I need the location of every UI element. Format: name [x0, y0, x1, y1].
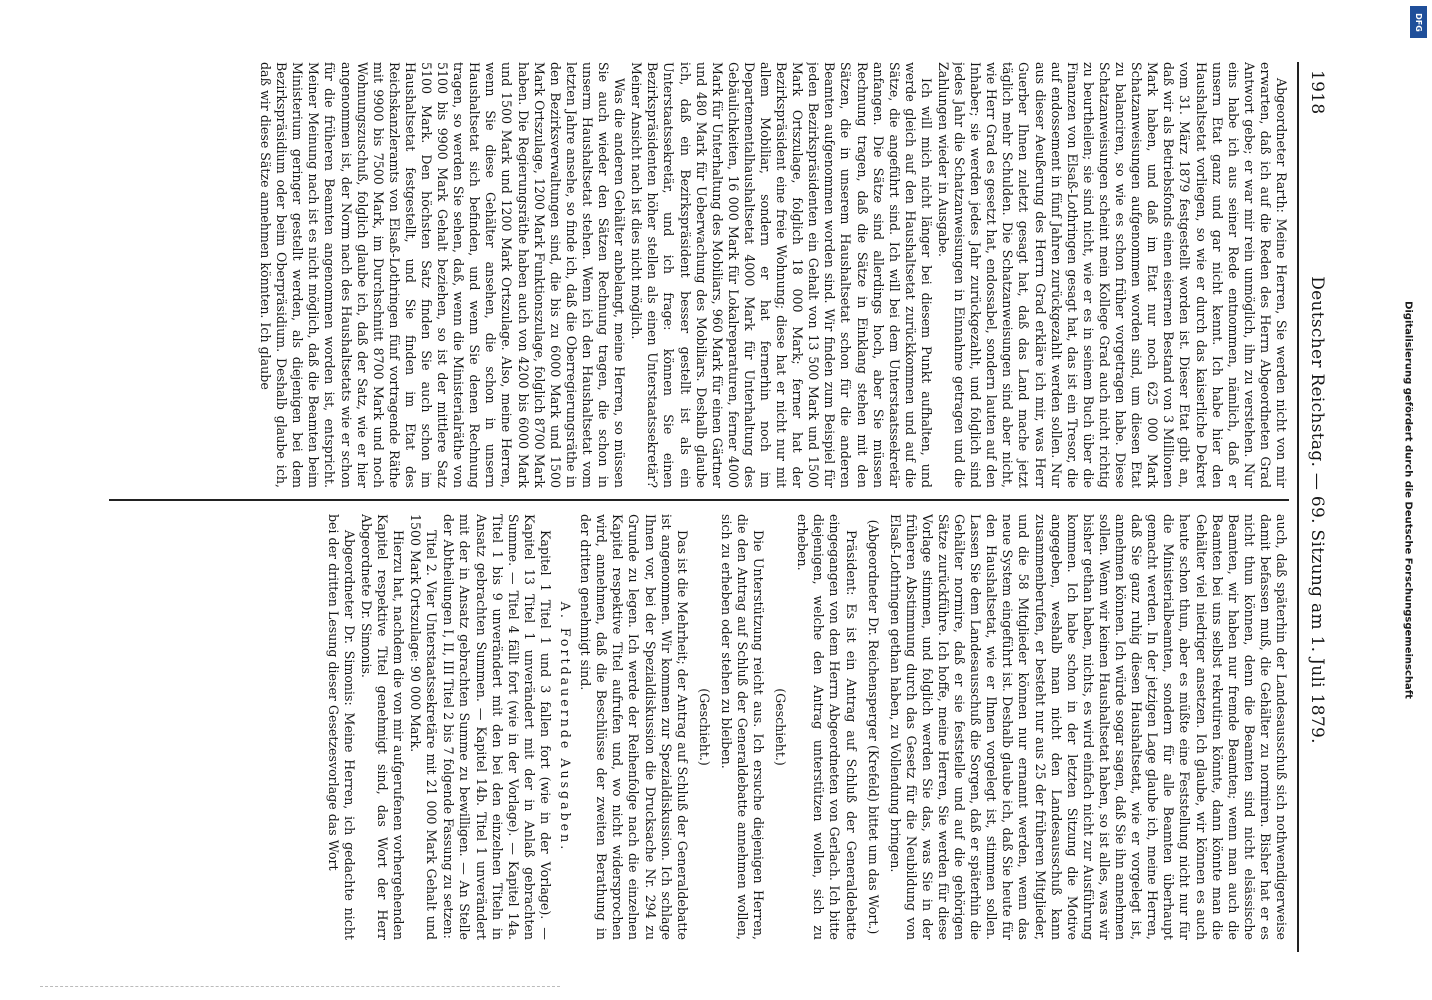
page-header — [1301, 70, 1329, 950]
paragraph: A. Fortdauernde Ausgaben. — [558, 601, 574, 853]
paragraph: Ich will mich nicht länger bei diesem Punkt aufhalten, und werde gleich auf den Haushaltsetat zurückkommen und auf die Sätze, die angeführt sind. Ich will bei dem Unterstaatssekretär anfangen. Die Sätze sind allerdings hoch, aber Sie müssen Rechnung tragen, daß die Sätze in Einklang stehen mit den Sätzen, die in unserem Haushaltsetat schon für die anderen Beamten aufgenommen worden sind. Wir finden zum Beispiel für jeden Bezirkspräsidenten ein Gehalt von 13 500 Mark und 1500 Mark Ortszulage, folglich 18 000 Mark; ferner hat der Bezirkspräsident eine freie Wohnung; diese hat er nicht nur mit allem Mobiliar, sondern er hat fernerhin noch im Departementalhaushaltsetat 4000 Mark für Unterhaltung des Gebäulichkeiten, 16 000 Mark für Lokalreparaturen, ferner 4000 Mark für Unterhaltung des Mobiliars, 960 Mark für einen Gärtner und 480 Mark für Ueberwachung des Mobiliars. Deshalb glaube ich, daß ein Bezirkspräsident besser gestellt ist als ein Unterstaatssekretär, und ich frage: können Sie einen Bezirkspräsidenten höher stellen als einen Unterstaatssekretär? Meiner Ansicht nach ist dies nicht möglich. — [629, 62, 934, 488]
paragraph: Hierzu hat, nachdem die von mir aufgerufenen vorhergehenden Kapitel respektive Titel genehmigt sind, das Wort der Herr Abgeordnete Dr. Simonis. — [358, 514, 407, 940]
page-title: Deutscher Reichstag. — 69. Sitzung am 1. Juli 1879. — [1307, 276, 1327, 744]
scan-edge-marks — [40, 986, 560, 993]
paragraph: Das ist die Mehrheit; der Antrag auf Schluß der Generaldebatte ist angenommen. Wir kommen zur Spezialdiskussion. Ich schlage Ihnen vor, bei der Spezialdiskussion die Drucksache Nr. 294 zu Grunde zu legen. Ich werde der Reihenfolge nach die einzelnen Kapitel respektive Titel aufrufen und, wo nicht widersprochen wird, annehmen, daß die Beschlüsse der zweiten Berathung in der dritten genehmigt sind. — [578, 514, 690, 940]
left-text-column — [109, 62, 1289, 488]
sidebar-credit-text: Digitalisierung gefördert durch die Deutsche Forschungsgemeinschaft — [1402, 301, 1414, 699]
paragraph: auch, daß späterhin der Landesausschuß sich nothwendigerweise damit befassen muß, die Gehälter zu normiren. Bisher hat er es nicht thun können, denn die Beamten sind nicht elsässische Beamten, wir haben nur fremde Beamten; wenn man auch die Beamten bei uns selbst rekrutiren könnte, dann könnte man die Gehälter viel niedriger ansetzen. Ich glaube, wir können es auch heute schon thun, aber es müßte eine Feststellung nicht nur für die Ministerialbeamten, sondern für alle Beamten überhaupt gemacht werden. In der jetzigen Lage glaube ich, meine Herren, daß Sie ganz ruhig diesen Haushaltsetat, wie er vorgelegt ist, annehmen können. Ich würde sogar sagen, daß Sie ihn annehmen sollen. Wenn wir keinen Haushaltsetat haben, so ist alles, was wir bisher gethan haben, nichts, es wird einfach nicht zur Ausführung kommen. Ich habe schon in der letzten Sitzung die Motive angegeben, weshalb man nicht den Landesausschuß kann zusammenberufen, er besteht nur aus 25 der früheren Mitglieder, und die 58 Mitglieder können nur ernannt werden, wenn das neue System eingeführt ist. Deshalb glaube ich, daß Sie heute für den Haushaltsetat, wie er Ihnen vorgelegt ist, stimmen sollen. Lassen Sie dem Landesausschuß die Sorgen, daß er späterhin die Gehälter normire, daß er sie feststelle und auf die gehörigen Sätze zurückführe. Ich hoffe, meine Herren, Sie werden für diese Vorlage stimmen, und folglich werden Sie das, was Sie in der früheren Abstimmung durch das Gesetz für die Neubildung von Elsaß-Lothringen gethan haben, zu Vollendung bringen. — [887, 514, 1289, 940]
paragraph: (Geschieht.) — [696, 688, 712, 766]
dfg-logo-label: DFG — [1414, 12, 1424, 32]
column-divider — [109, 499, 1289, 501]
paragraph: Die Unterstützung reicht aus. Ich ersuche diejenigen Herren, die den Antrag auf Schluß der Generaldebatte annehmen wollen, sich zu erheben oder stehen zu bleiben. — [718, 514, 767, 940]
paragraph: Präsident: Es ist ein Antrag auf Schluß der Generaldebatte eingegangen von dem Herrn Abgeordneten von Gerlach. Ich bitte diejenigen, welche den Antrag unterstützen wollen, sich zu erheben. — [795, 514, 859, 940]
paragraph: (Abgeordneter Dr. Reichensperger (Krefeld) bittet um das Wort.) — [865, 519, 881, 935]
rotated-page-frame — [81, 20, 1351, 980]
paragraph: (Geschieht.) — [773, 688, 789, 766]
paragraph: Was die anderen Gehälter anbelangt, meine Herren, so müssen Sie auch wieder den Sätzen Rechnung tragen, die schon in unserm Haushaltsetat stehen. Wenn ich den Haushaltsetat vom letzten Jahre ansehe, so finde ich, daß die Oberregierungsräthe in den Bezirksverwaltungen sind, die bis zu 6000 Mark und 1500 Mark Ortszulage, 1200 Mark Funktionszulage, folglich 8700 Mark haben. Die Regierungsräthe haben auch von 4200 bis 6000 Mark und 1500 Mark und 1200 Mark Ortszulage. Also, meine Herren, wenn Sie diese Gehälter ansehen, die schon in unsern Haushaltsetat sich befinden, und wenn Sie denen Rechnung tragen, so werden Sie sehen, daß, wenn die Ministerialräthe von 5100 bis 9900 Mark Gehalt beziehen, so ist der mittlere Satz 5100 Mark. Den höchsten Satz finden Sie auch schon im Haushaltsetat festgestellt, und Sie finden im Etat des Reichskanzleramts von Elsaß-Lothringen fünf vortragende Räthe mit 9900 bis 7500 Mark, im Durchschnitt 8700 Mark und noch Wohnungszuschuß, folglich glaube ich, daß der Satz, wie er hier angenommen ist, der Norm nach des Haushaltsetats wie er schon für die früheren Beamten angenommen worden ist, entspricht. Meiner Meinung nach ist es nicht möglich, daß die Beamten beim Ministerium geringer gestellt werden, als diejenigen bei dem Bezirkspräsidium oder beim Oberpräsidium. Deshalb glaube ich, daß wir diese Sätze annehmen könnten. Ich glaube — [258, 62, 628, 488]
right-text-column — [109, 514, 1289, 940]
header-rule — [1297, 62, 1299, 952]
paragraph: Kapitel 1 Titel 1 und 3 fallen fort (wie in der Vorlage). — Kapitel 13 Titel 1 unverändert mit der in Anlaß gebrachten Summe. — Titel 4 fällt fort (wie in der Vorlage). — Kapitel 14a. Titel 1 bis 9 unverändert mit den bei den einzelnen Titeln in Ansatz gebrachten Summen. — Kapitel 14b. Titel 1 unverändert mit der in Ansatz gebrachten Summe zu bewilligen. — An Stelle der Abtheilungen I, II, III Titel 2 bis 7 folgende Fassung zu setzen: — [441, 514, 553, 940]
paragraph: Abgeordneter Dr. Simonis: Meine Herren, ich gedachte nicht bei der dritten Lesung dieser Gesetzesvorlage das Wort — [325, 514, 357, 940]
paragraph: Abgeordneter Rarth: Meine Herren, Sie werden nicht von mir erwarten, daß ich auf die Reden des Herrn Abgeordneten Grad Antwort gebe; er war mir rein unmöglich, ihn zu verstehen. Nur eins habe ich aus seiner Rede entnommen, nämlich, daß er unsern Etat ganz und gar nicht kennt. Ich habe hier den Haushaltsetat vorliegen, so wie er durch das kaiserliche Dekret vom 31. März 1879 festgestellt worden ist. Dieser Etat gibt an, daß wir als Betriebsfonds einen eisernen Bestand von 3 Millionen Mark haben, und daß im Etat nur noch 625 000 Mark Schatzanweisungen aufgenommen worden sind, um diesen Etat zu balanciren, so wie es schon früher vorgetragen habe. Diese Schatzanweisungen scheint mein Kollege Grad auch nicht richtig zu beurtheilen; sie sind nicht, wie er es in seinem Buch über die Finanzen von Elsaß-Lothringen gesagt hat, das ist ein Tresor, die auf endossement in fünf Jahren zurückgezahlt werden sollen. Nur aus dieser Aeußerung des Herrn Grad erkläre ich mir, was Herr Guerber Ihnen zuletzt gesagt hat, daß das Land mache jetzt täglich mehr Schulden. Die Schatzanweisungen sind aber nicht, wie Herr Grad es gesetzt hat, endossabel, sondern lauten auf den Inhaber; sie werden jedes Jahr zurückgezahlt, und folglich sind jedes Jahr die Schatzanweisungen in Einnahme getragen und die Zahlungen wieder in Ausgabe. — [936, 62, 1289, 488]
dfg-logo — [1410, 6, 1427, 38]
paragraph: Titel 2. Vier Unterstaatssekretäre mit 21 000 Mark Gehalt und 1500 Mark Ortszulage: 90 000 Mark. — [408, 514, 440, 940]
page-number: 1918 — [1307, 70, 1327, 115]
newspaper-page — [81, 20, 1351, 980]
